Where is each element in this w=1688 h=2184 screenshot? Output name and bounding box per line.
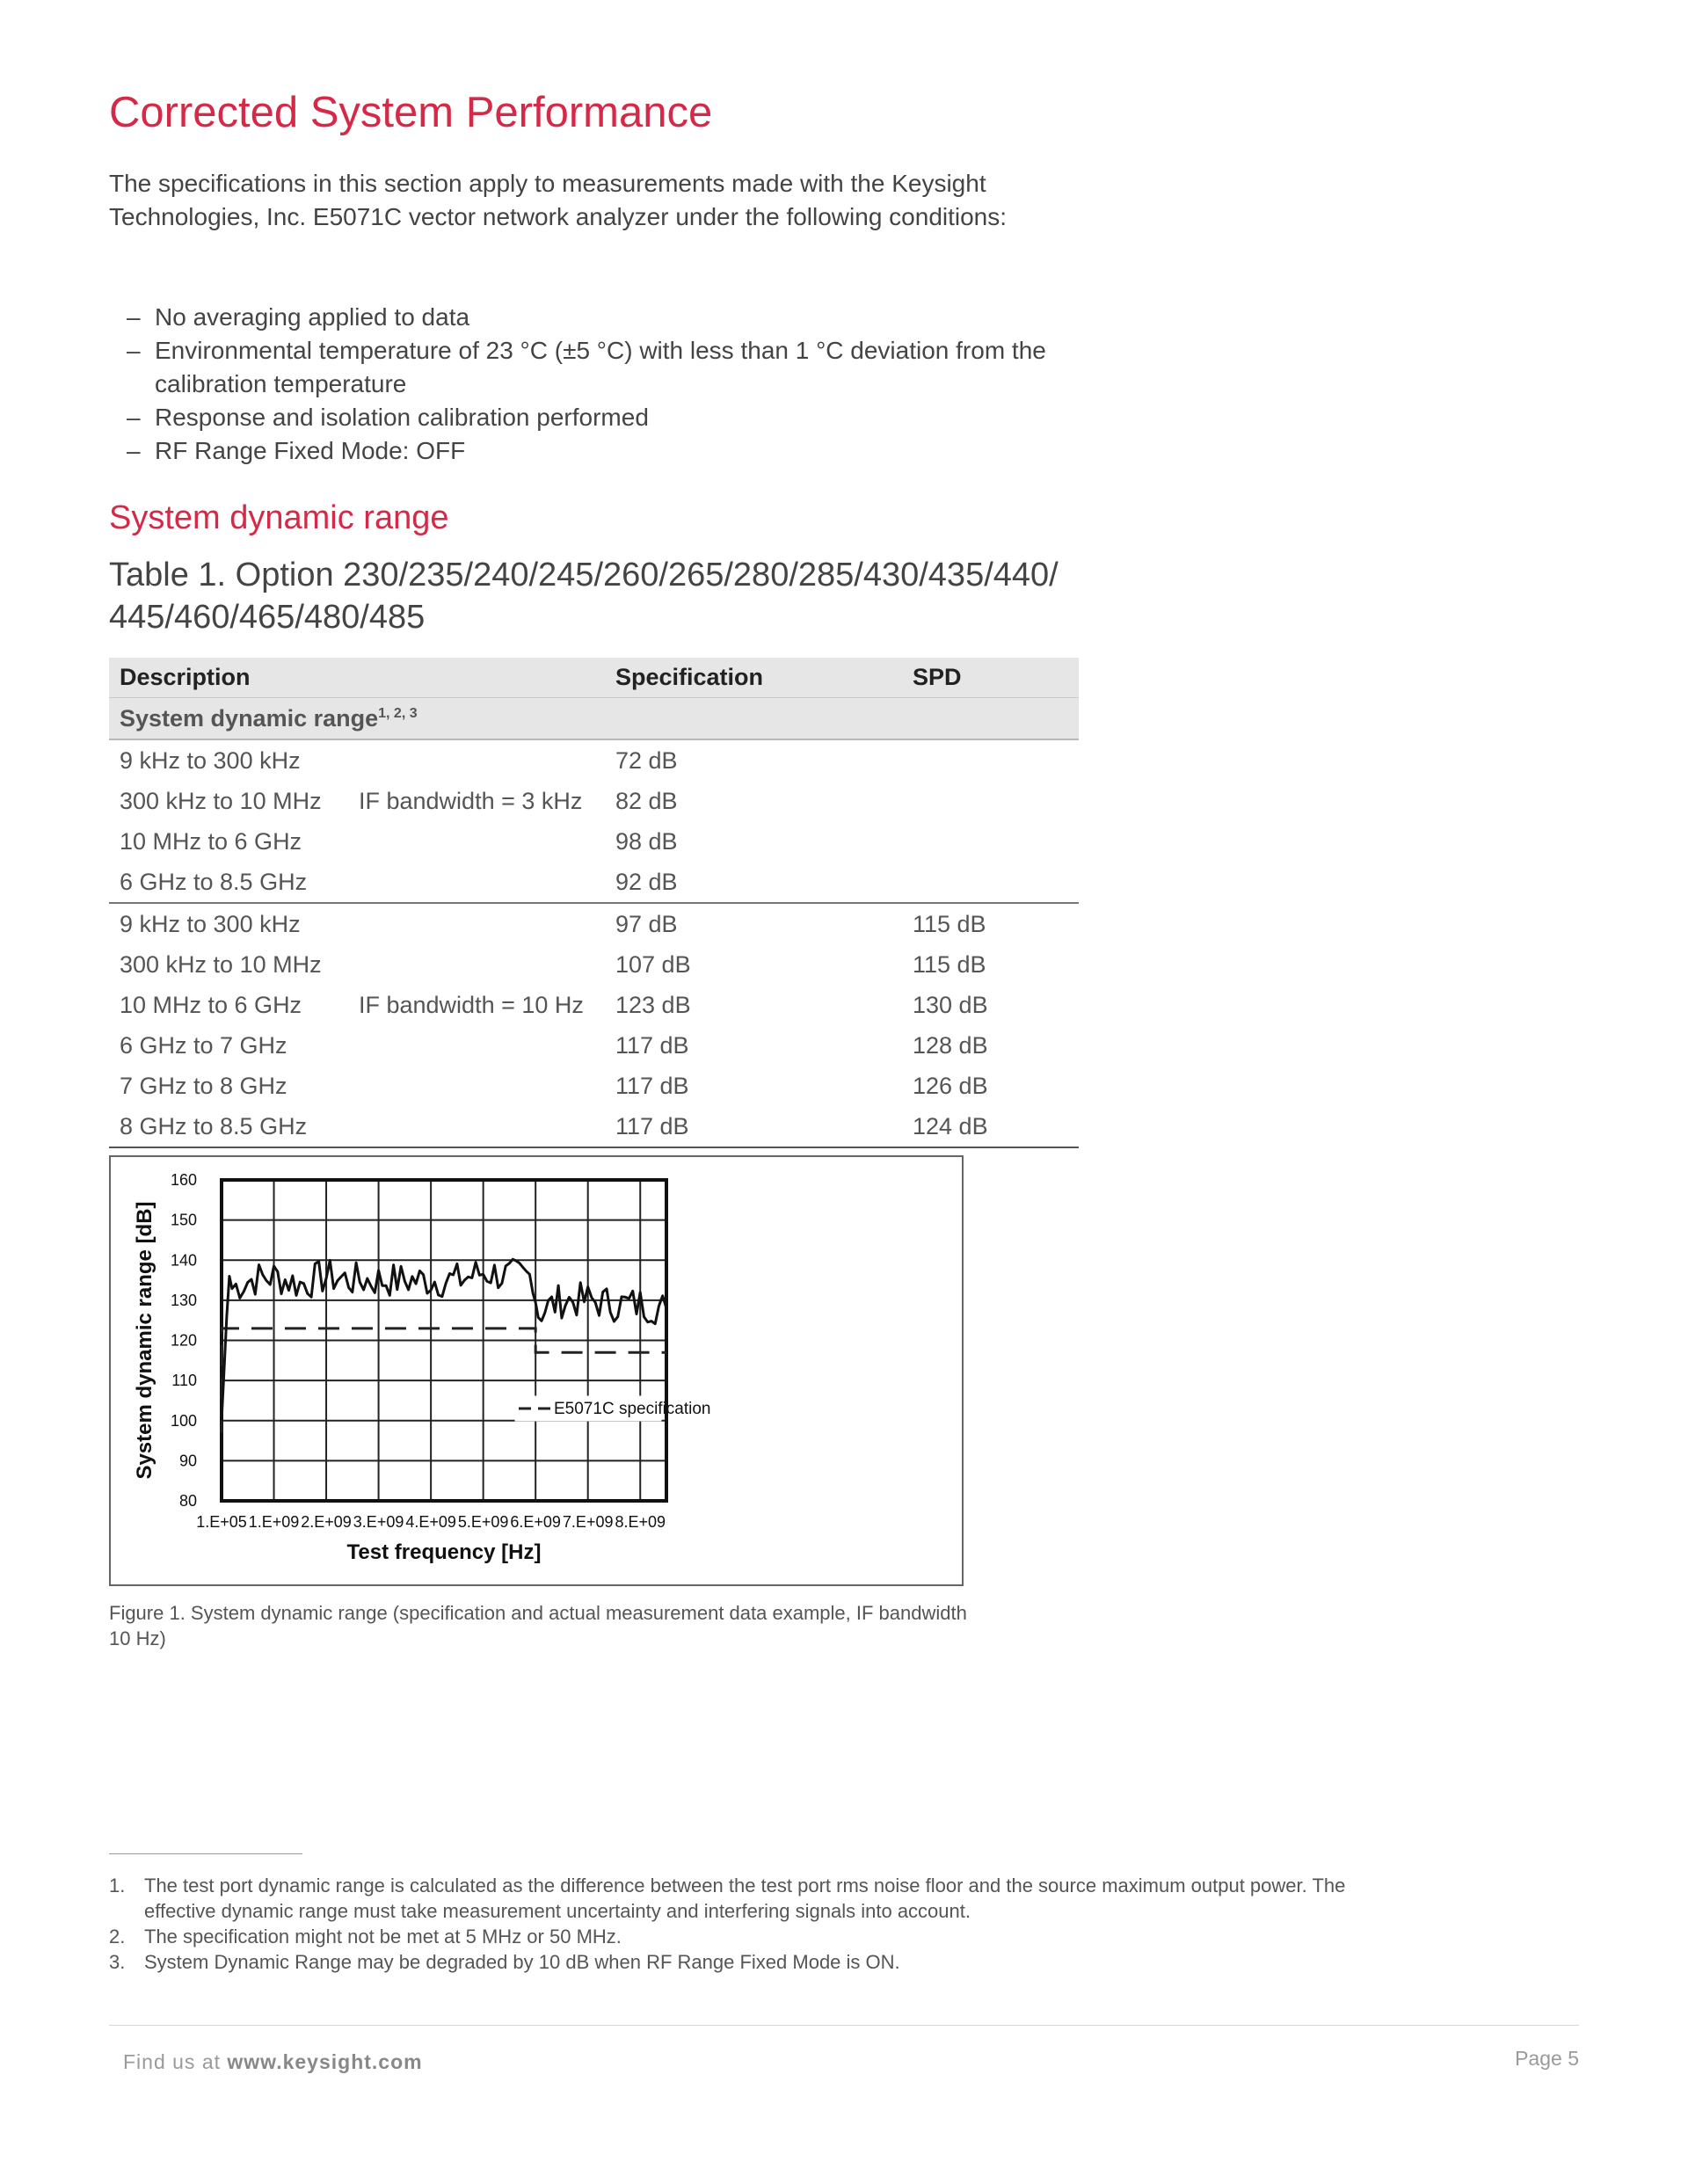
range-cell: 300 kHz to 10 MHz bbox=[120, 787, 322, 814]
footnotes-list bbox=[109, 1873, 1393, 1975]
spec-cell: 117 dB bbox=[615, 1072, 689, 1099]
range-cell: 9 kHz to 300 kHz bbox=[120, 910, 301, 937]
y-tick-label: 140 bbox=[170, 1251, 197, 1270]
y-tick-label: 90 bbox=[178, 1452, 197, 1470]
header-description: Description bbox=[109, 658, 348, 698]
condition-cell bbox=[348, 1025, 605, 1066]
footnote-text: The test port dynamic range is calculated as the difference between the test port rms noise floor and the source maximum output power. The effective dynamic range must take measurement uncertainty and interfering signals into account. bbox=[144, 1875, 1346, 1922]
range-cell: 10 MHz to 6 GHz bbox=[120, 991, 302, 1018]
dash-bullet: – bbox=[127, 337, 141, 364]
table-row bbox=[109, 903, 1079, 944]
y-tick-label: 120 bbox=[170, 1331, 197, 1350]
spec-cell: 107 dB bbox=[615, 950, 691, 978]
intro-paragraph: The specifications in this section apply to measurements made with the Keysight Technologies, Inc. E5071C vector network analyzer under the following conditions: bbox=[109, 170, 1008, 230]
footnote-number: 1. bbox=[109, 1875, 126, 1896]
group-label-cell bbox=[109, 698, 1079, 740]
footnote-ref: 1, 2, 3 bbox=[378, 705, 418, 721]
section-title: System dynamic range bbox=[109, 499, 449, 536]
spd-cell bbox=[902, 739, 1079, 781]
range-cell: 7 GHz to 8 GHz bbox=[120, 1072, 287, 1099]
condition-cell: IF bandwidth = 10 Hz bbox=[359, 991, 584, 1018]
spec-cell: 123 dB bbox=[615, 991, 691, 1018]
legend-label: E5071C specification bbox=[554, 1400, 711, 1418]
find-us-label: Find us at bbox=[123, 2050, 221, 2073]
spec-cell: 92 dB bbox=[605, 862, 902, 903]
spec-cell: 97 dB bbox=[615, 910, 678, 937]
range-cell: 9 kHz to 300 kHz bbox=[120, 746, 301, 774]
range-cell: 6 GHz to 8.5 GHz bbox=[109, 862, 348, 903]
dynamic-range-chart bbox=[111, 1157, 962, 1584]
range-cell: 6 GHz to 7 GHz bbox=[120, 1031, 287, 1059]
table-header-row bbox=[109, 658, 1079, 698]
y-tick-label: 150 bbox=[170, 1211, 197, 1229]
x-tick-label: 5.E+09 bbox=[457, 1513, 509, 1531]
x-tick-label: 2.E+09 bbox=[301, 1513, 352, 1531]
spd-cell: 126 dB bbox=[913, 1072, 988, 1099]
spd-cell: 115 dB bbox=[913, 950, 986, 978]
conditions-list bbox=[109, 301, 1111, 468]
footnote bbox=[109, 1873, 1393, 1924]
list-item bbox=[109, 434, 1111, 468]
y-tick-label: 130 bbox=[170, 1291, 197, 1309]
spd-cell: 130 dB bbox=[913, 991, 988, 1018]
spd-cell bbox=[902, 821, 1079, 862]
spec-cell: 98 dB bbox=[615, 827, 678, 855]
header-specification: Specification bbox=[605, 658, 902, 698]
table-row bbox=[109, 1066, 1079, 1106]
condition-cell: IF bandwidth = 3 kHz bbox=[359, 787, 583, 814]
range-cell: 8 GHz to 8.5 GHz bbox=[109, 1106, 348, 1147]
condition-cell bbox=[348, 821, 605, 862]
x-tick-label: 1.E+09 bbox=[248, 1513, 300, 1531]
table-row bbox=[109, 985, 1079, 1025]
spec-cell: 82 dB bbox=[615, 787, 678, 814]
footer-find-us bbox=[123, 2050, 423, 2074]
table-row bbox=[109, 739, 1079, 781]
y-axis-label: System dynamic range [dB] bbox=[133, 1201, 156, 1480]
x-tick-label: 7.E+09 bbox=[562, 1513, 614, 1531]
table-row bbox=[109, 781, 1079, 821]
spec-table bbox=[109, 658, 1079, 1148]
header-condition bbox=[348, 658, 605, 698]
table-title: Table 1. Option 230/235/240/245/260/265/280/285/430/435/440/ 445/460/465/480/485 bbox=[109, 557, 1059, 636]
footnote-number: 3. bbox=[109, 1951, 126, 1973]
x-tick-label: 8.E+09 bbox=[615, 1513, 666, 1531]
footer-divider bbox=[109, 2025, 1579, 2026]
dash-bullet: – bbox=[127, 404, 141, 431]
spd-cell bbox=[902, 862, 1079, 903]
x-tick-label: 6.E+09 bbox=[510, 1513, 561, 1531]
page-number: Page 5 bbox=[1515, 2047, 1579, 2070]
spec-cell: 72 dB bbox=[615, 746, 678, 774]
condition-cell bbox=[348, 1066, 605, 1106]
condition-cell bbox=[348, 944, 605, 985]
footnote-divider bbox=[109, 1853, 302, 1854]
condition-text: No averaging applied to data bbox=[155, 303, 470, 331]
page-title: Corrected System Performance bbox=[109, 89, 713, 136]
list-item bbox=[109, 334, 1111, 401]
table-row bbox=[109, 862, 1079, 903]
x-tick-label: 3.E+09 bbox=[353, 1513, 404, 1531]
condition-text: Response and isolation calibration performed bbox=[155, 404, 649, 431]
dash-bullet: – bbox=[127, 303, 141, 331]
list-item bbox=[109, 301, 1111, 334]
y-tick-label: 110 bbox=[171, 1372, 197, 1390]
condition-text: RF Range Fixed Mode: OFF bbox=[155, 437, 466, 464]
condition-text: Environmental temperature of 23 °C (±5 °C) with less than 1 °C deviation from the calibration temperature bbox=[155, 337, 1046, 397]
dash-bullet: – bbox=[127, 437, 141, 464]
spec-cell: 117 dB bbox=[615, 1031, 689, 1059]
table-row bbox=[109, 821, 1079, 862]
table-row bbox=[109, 1106, 1079, 1147]
group-label: System dynamic range bbox=[120, 704, 379, 732]
figure-frame bbox=[109, 1155, 964, 1586]
spec-cell: 117 dB bbox=[605, 1106, 902, 1147]
y-tick-label: 160 bbox=[170, 1171, 197, 1189]
table-row bbox=[109, 944, 1079, 985]
x-tick-label: 4.E+09 bbox=[405, 1513, 456, 1531]
footnote bbox=[109, 1949, 1393, 1975]
range-cell: 300 kHz to 10 MHz bbox=[120, 950, 322, 978]
range-cell: 10 MHz to 6 GHz bbox=[120, 827, 302, 855]
condition-cell bbox=[348, 739, 605, 781]
table-row bbox=[109, 1025, 1079, 1066]
condition-cell bbox=[348, 862, 605, 903]
footnote-number: 2. bbox=[109, 1926, 126, 1947]
x-tick-label: 1.E+05 bbox=[196, 1513, 247, 1531]
header-spd: SPD bbox=[902, 658, 1079, 698]
footnote-text: The specification might not be met at 5 MHz or 50 MHz. bbox=[144, 1926, 622, 1947]
footnote-text: System Dynamic Range may be degraded by 10 dB when RF Range Fixed Mode is ON. bbox=[144, 1951, 900, 1973]
spd-cell bbox=[902, 781, 1079, 821]
condition-cell bbox=[348, 903, 605, 944]
y-tick-label: 100 bbox=[170, 1411, 197, 1430]
spd-cell: 128 dB bbox=[913, 1031, 988, 1059]
spd-cell: 124 dB bbox=[902, 1106, 1079, 1147]
list-item bbox=[109, 401, 1111, 434]
figure-caption: Figure 1. System dynamic range (specification and actual measurement data example, IF bandwidth 10 Hz) bbox=[109, 1602, 967, 1649]
x-axis-label: Test frequency [Hz] bbox=[346, 1540, 542, 1564]
footnote bbox=[109, 1924, 1393, 1949]
y-tick-label: 80 bbox=[178, 1492, 197, 1510]
condition-cell bbox=[348, 1106, 605, 1147]
table-group-row bbox=[109, 698, 1079, 740]
website-link[interactable]: www.keysight.com bbox=[227, 2050, 423, 2073]
spd-cell: 115 dB bbox=[913, 910, 986, 937]
